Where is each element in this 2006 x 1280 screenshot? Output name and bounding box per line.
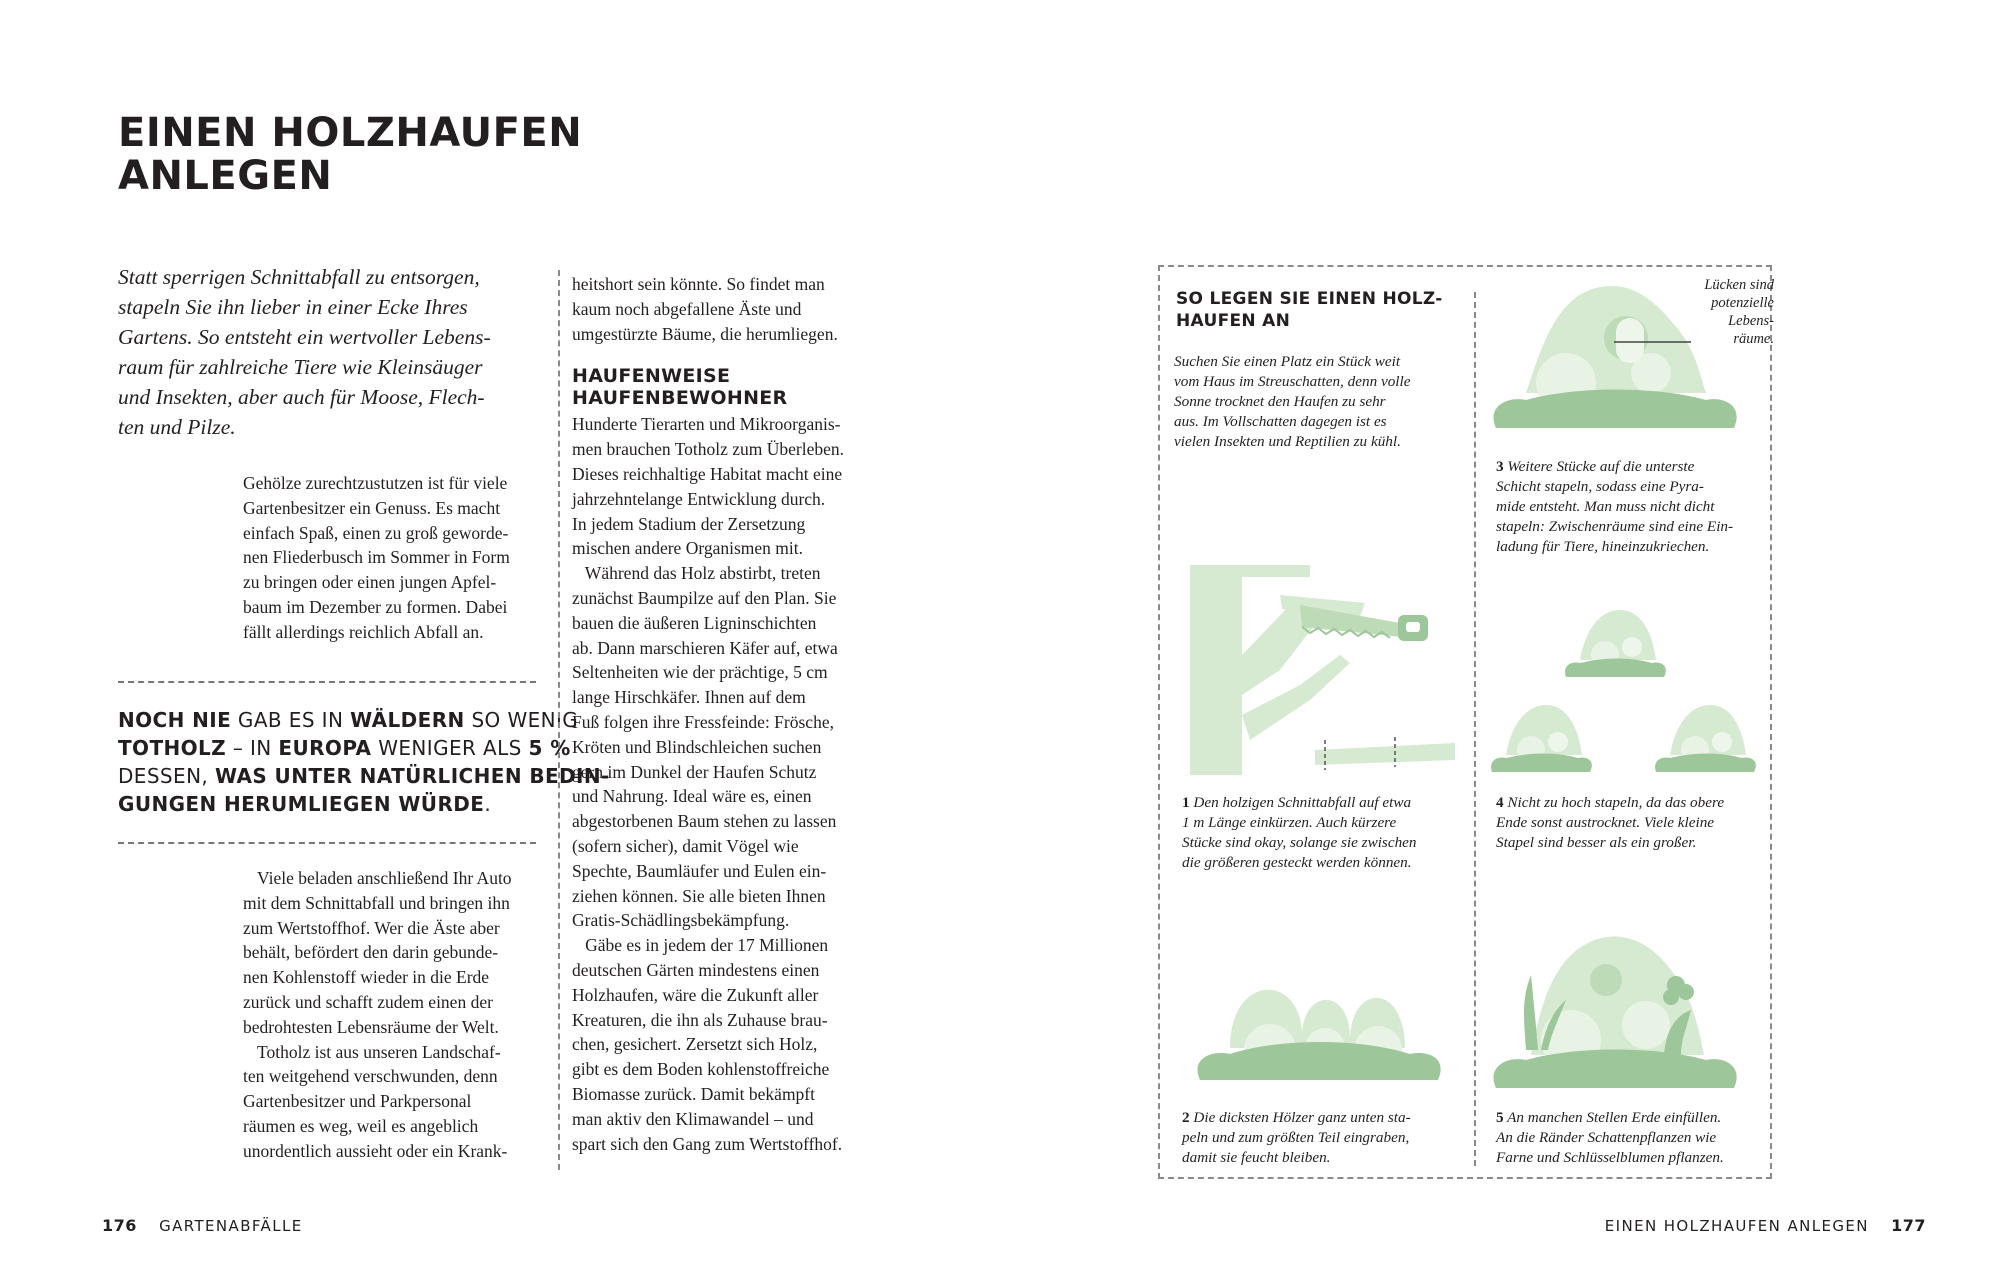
text-line: nen Kohlenstoff wieder in die Erde (243, 967, 490, 988)
quote-line (118, 790, 610, 818)
quote-segment: EUROPA (278, 736, 372, 760)
text-line: Gehölze zurechtzustutzen ist für viele (243, 473, 508, 493)
text-line: fällt allerdings reichlich Abfall an. (243, 621, 484, 642)
subheading: HAUFENWEISE HAUFENBEWOHNER (572, 365, 788, 410)
intro-line: stapeln Sie ihn lieber in einer Ecke Ihres (118, 295, 468, 319)
text-line: Kröten und Blindschleichen suchen (572, 736, 822, 757)
box-intro (1174, 352, 1410, 452)
caption-text: Ende sonst austrocknet. Viele kleine (1496, 814, 1715, 831)
box-intro-line: vom Haus im Streuschatten, denn volle (1174, 373, 1411, 390)
text-line: jahrzehntelange Entwicklung durch. (572, 488, 826, 509)
text-line: baum im Dezember zu formen. Dabei (243, 596, 508, 617)
caption-text: Schicht stapeln, sodass eine Pyra- (1496, 478, 1704, 495)
step-number: 1 (1182, 794, 1190, 811)
caption-text: Farne und Schlüsselblumen pflanzen. (1496, 1149, 1724, 1166)
text-line: deutschen Gärten mindestens einen (572, 959, 820, 980)
text-line: einfach Spaß, einen zu groß geworde- (243, 522, 509, 543)
caption-line (1496, 517, 1733, 537)
text-line: Holzhaufen, wäre die Zukunft aller (572, 984, 819, 1005)
text-line: behält, befördert den darin gebunde- (243, 942, 499, 963)
caption-line (1182, 1148, 1411, 1168)
caption-text: mide entsteht. Man muss nicht dicht (1496, 498, 1715, 515)
caption-line (1182, 1128, 1411, 1148)
caption-text: 1 m Länge einkürzen. Auch kürzere (1182, 814, 1397, 831)
caption-text: An die Ränder Schattenpflanzen wie (1496, 1129, 1717, 1146)
step-number: 4 (1496, 794, 1504, 811)
text-line: zu bringen oder einen jungen Apfel- (243, 572, 497, 593)
step-3-caption (1496, 457, 1733, 557)
text-line: zum Wertstoffhof. Wer die Äste aber (243, 917, 500, 938)
intro-line: raum für zahlreiche Tiere wie Kleinsäuger (118, 355, 483, 379)
text-line: lange Hirschkäfer. Ihnen auf dem (572, 687, 806, 708)
text-line: Totholz ist aus unseren Landschaf- (257, 1041, 501, 1062)
text-line: Gäbe es in jedem der 17 Millionen (572, 935, 829, 956)
quote-segment: WENIGER ALS (371, 736, 529, 760)
box-title: SO LEGEN SIE EINEN HOLZ- HAUFEN AN (1176, 289, 1443, 331)
text-line: (sofern sicher), damit Vögel wie (572, 835, 799, 856)
box-divider (1474, 292, 1476, 1166)
caption-text: die größeren gesteckt werden können. (1182, 854, 1412, 871)
body-text-col2-main (572, 412, 844, 1156)
saw-icon (1300, 605, 1428, 641)
body-text-col2-top (572, 272, 844, 346)
text-line: Gratis-Schädlingsbekämpfung. (572, 910, 790, 931)
caption-line (1496, 1148, 1724, 1168)
text-line: zunächst Baumpilze auf den Plan. Sie (572, 587, 837, 608)
caption-text: Nicht zu hoch stapeln, da das obere (1507, 794, 1725, 811)
step-4-caption (1496, 793, 1724, 853)
text-line: men brauchen Totholz zum Überleben. (572, 439, 845, 460)
text-line: Biomasse zurück. Damit bekämpft (572, 1083, 815, 1104)
base-layer-illustration (1190, 978, 1446, 1090)
branch-saw-illustration (1190, 565, 1470, 775)
pyramid-illustration (1486, 278, 1742, 438)
caption-text: stapeln: Zwischenräume sind eine Ein- (1496, 518, 1734, 535)
box-intro-line: aus. Im Vollschatten dagegen ist es (1174, 413, 1387, 430)
text-line: nen Fliederbusch im Sommer in Form (243, 547, 510, 568)
quote-segment: SO WENIG (464, 708, 579, 732)
caption-line (1182, 853, 1417, 873)
body-text-col2 (572, 272, 844, 1156)
page-title: EINEN HOLZHAUFEN ANLEGEN (118, 110, 583, 199)
caption-line (1496, 793, 1724, 813)
step-number: 3 (1496, 458, 1504, 475)
caption-text: Weitere Stücke auf die unterste (1507, 458, 1695, 475)
caption-line (1496, 813, 1724, 833)
caption-line (1496, 497, 1733, 517)
text-line: Hunderte Tierarten und Mikroorganis- (572, 414, 841, 435)
caption-line (1182, 813, 1417, 833)
text-line: heitshort sein könnte. So findet man (572, 274, 825, 294)
text-line: Während das Holz abstirbt, treten (572, 563, 821, 584)
text-line: unordentlich aussieht oder ein Krank- (243, 1140, 508, 1161)
page-number-right: 177 (1891, 1216, 1926, 1235)
step-number: 5 (1496, 1109, 1504, 1126)
caption-text: Die dicksten Hölzer ganz unten sta- (1193, 1109, 1411, 1126)
intro-line: Gartens. So entsteht ein wertvoller Lebens- (118, 325, 491, 349)
box-intro-line: Sonne trocknet den Haufen zu sehr (1174, 393, 1386, 410)
annotation-line: räume. (1733, 331, 1774, 347)
step-number: 2 (1182, 1109, 1190, 1126)
quote-line (118, 762, 610, 790)
text-line: Spechte, Baumläufer und Eulen ein- (572, 860, 827, 881)
text-line: umgestürzte Bäume, die herumliegen. (572, 323, 838, 344)
text-line: chen, gesichert. Zersetzt sich Holz, (572, 1034, 818, 1055)
text-line: zurück und schafft zudem einen der (243, 991, 493, 1012)
intro-line: ten und Pilze. (118, 415, 236, 439)
text-line: Seltenheiten wie der prächtige, 5 cm (572, 662, 828, 683)
text-line: ab. Dann marschieren Käfer auf, etwa (572, 637, 838, 658)
quote-segment: WÄLDERN (350, 708, 465, 732)
text-line: ten weitgehend verschwunden, denn (243, 1066, 498, 1087)
text-line: gern im Dunkel der Haufen Schutz (572, 761, 817, 782)
footer-right (1605, 1216, 1926, 1235)
quote-segment: 5 % (528, 736, 571, 760)
text-line: bauen die äußeren Ligninschichten (572, 612, 817, 633)
caption-text: An manchen Stellen Erde einfüllen. (1507, 1109, 1722, 1126)
caption-text: Stücke sind okay, solange sie zwischen (1182, 834, 1417, 851)
text-line: Kreaturen, die ihn als Zuhause brau- (572, 1009, 828, 1030)
caption-line (1496, 1108, 1724, 1128)
quote-rule-bottom (118, 842, 536, 844)
caption-line (1496, 1128, 1724, 1148)
text-line: räumen es weg, weil es angeblich (243, 1115, 479, 1136)
caption-line (1496, 457, 1733, 477)
running-header-right: EINEN HOLZHAUFEN ANLEGEN (1604, 1217, 1869, 1235)
text-line: gibt es dem Boden kohlenstoffreiche (572, 1059, 830, 1080)
caption-line (1182, 833, 1417, 853)
annotation-line: Lebens- (1728, 313, 1774, 329)
running-header-left: GARTENABFÄLLE (159, 1217, 303, 1235)
text-line: kaum noch abgefallene Äste und (572, 298, 802, 319)
text-line: abgestorbenen Baum stehen zu lassen (572, 811, 837, 832)
text-line: bedrohtesten Lebensräume der Welt. (243, 1016, 499, 1037)
quote-segment: DESSEN, (118, 764, 215, 788)
intro-lead (118, 262, 528, 442)
step-2-caption (1182, 1108, 1411, 1168)
text-line: Gartenbesitzer ein Genuss. Es macht (243, 497, 501, 518)
footer-left (102, 1216, 303, 1235)
quote-segment: NOCH NIE (118, 708, 232, 732)
caption-line (1182, 793, 1417, 813)
text-line: und Nahrung. Ideal wäre es, einen (572, 786, 812, 807)
text-line: mischen andere Organismen mit. (572, 538, 804, 559)
pull-quote (118, 706, 610, 818)
caption-text: damit sie feucht bleiben. (1182, 1149, 1331, 1166)
quote-line (118, 706, 610, 734)
text-line: Viele beladen anschließend Ihr Auto (257, 868, 512, 888)
quote-rule-top (118, 681, 536, 683)
column-divider (558, 270, 560, 1170)
caption-text: Stapel sind besser als ein großer. (1496, 834, 1697, 851)
annotation-line: Lücken sind (1704, 277, 1774, 293)
text-line: Dieses reichhaltige Habitat macht eine (572, 463, 843, 484)
step-5-caption (1496, 1108, 1724, 1168)
box-intro-line: Suchen Sie einen Platz ein Stück weit (1174, 353, 1401, 370)
quote-segment: TOTHOLZ (118, 736, 227, 760)
cut-branch-2 (1315, 743, 1455, 765)
caption-line (1496, 833, 1724, 853)
text-line: man aktiv den Klimawandel – und (572, 1108, 814, 1129)
quote-segment: GUNGEN HERUMLIEGEN WÜRDE (118, 792, 485, 816)
text-line: mit dem Schnittabfall und bringen ihn (243, 892, 510, 913)
caption-line (1182, 1108, 1411, 1128)
step-1-caption (1182, 793, 1417, 873)
text-line: ziehen können. Sie alle bieten Ihnen (572, 885, 826, 906)
small-stack-right (1650, 700, 1758, 780)
body-text-col1-para1 (243, 471, 510, 645)
caption-line (1496, 537, 1733, 557)
text-line: Gartenbesitzer und Parkpersonal (243, 1091, 472, 1112)
quote-line (118, 734, 610, 762)
caption-line (1496, 477, 1733, 497)
page-number-left: 176 (102, 1216, 137, 1235)
small-stack-top (1560, 605, 1668, 685)
small-stack-left (1486, 700, 1594, 780)
annotation-line: potenzielle (1711, 295, 1774, 311)
planted-pile-illustration (1486, 930, 1742, 1095)
caption-text: peln und zum größten Teil eingraben, (1182, 1129, 1410, 1146)
text-line: Fuß folgen ihre Fressfeinde: Frösche, (572, 711, 834, 732)
intro-line: und Insekten, aber auch für Moose, Flech- (118, 385, 485, 409)
quote-segment: – IN (226, 736, 279, 760)
text-line: In jedem Stadium der Zersetzung (572, 513, 806, 534)
quote-segment: . (484, 792, 492, 816)
quote-segment: GAB ES IN (231, 708, 351, 732)
caption-text: Den holzigen Schnittabfall auf etwa (1193, 794, 1412, 811)
caption-text: ladung für Tiere, hineinzukriechen. (1496, 538, 1710, 555)
intro-line: Statt sperrigen Schnittabfall zu entsorgen, (118, 265, 480, 289)
body-text-col1-para2 (243, 866, 512, 1164)
text-line: spart sich den Gang zum Wertstoffhof. (572, 1133, 843, 1154)
quote-segment: WAS UNTER NATÜRLICHEN BEDIN- (214, 764, 610, 788)
box-intro-line: vielen Insekten und Reptilien zu kühl. (1174, 433, 1401, 450)
